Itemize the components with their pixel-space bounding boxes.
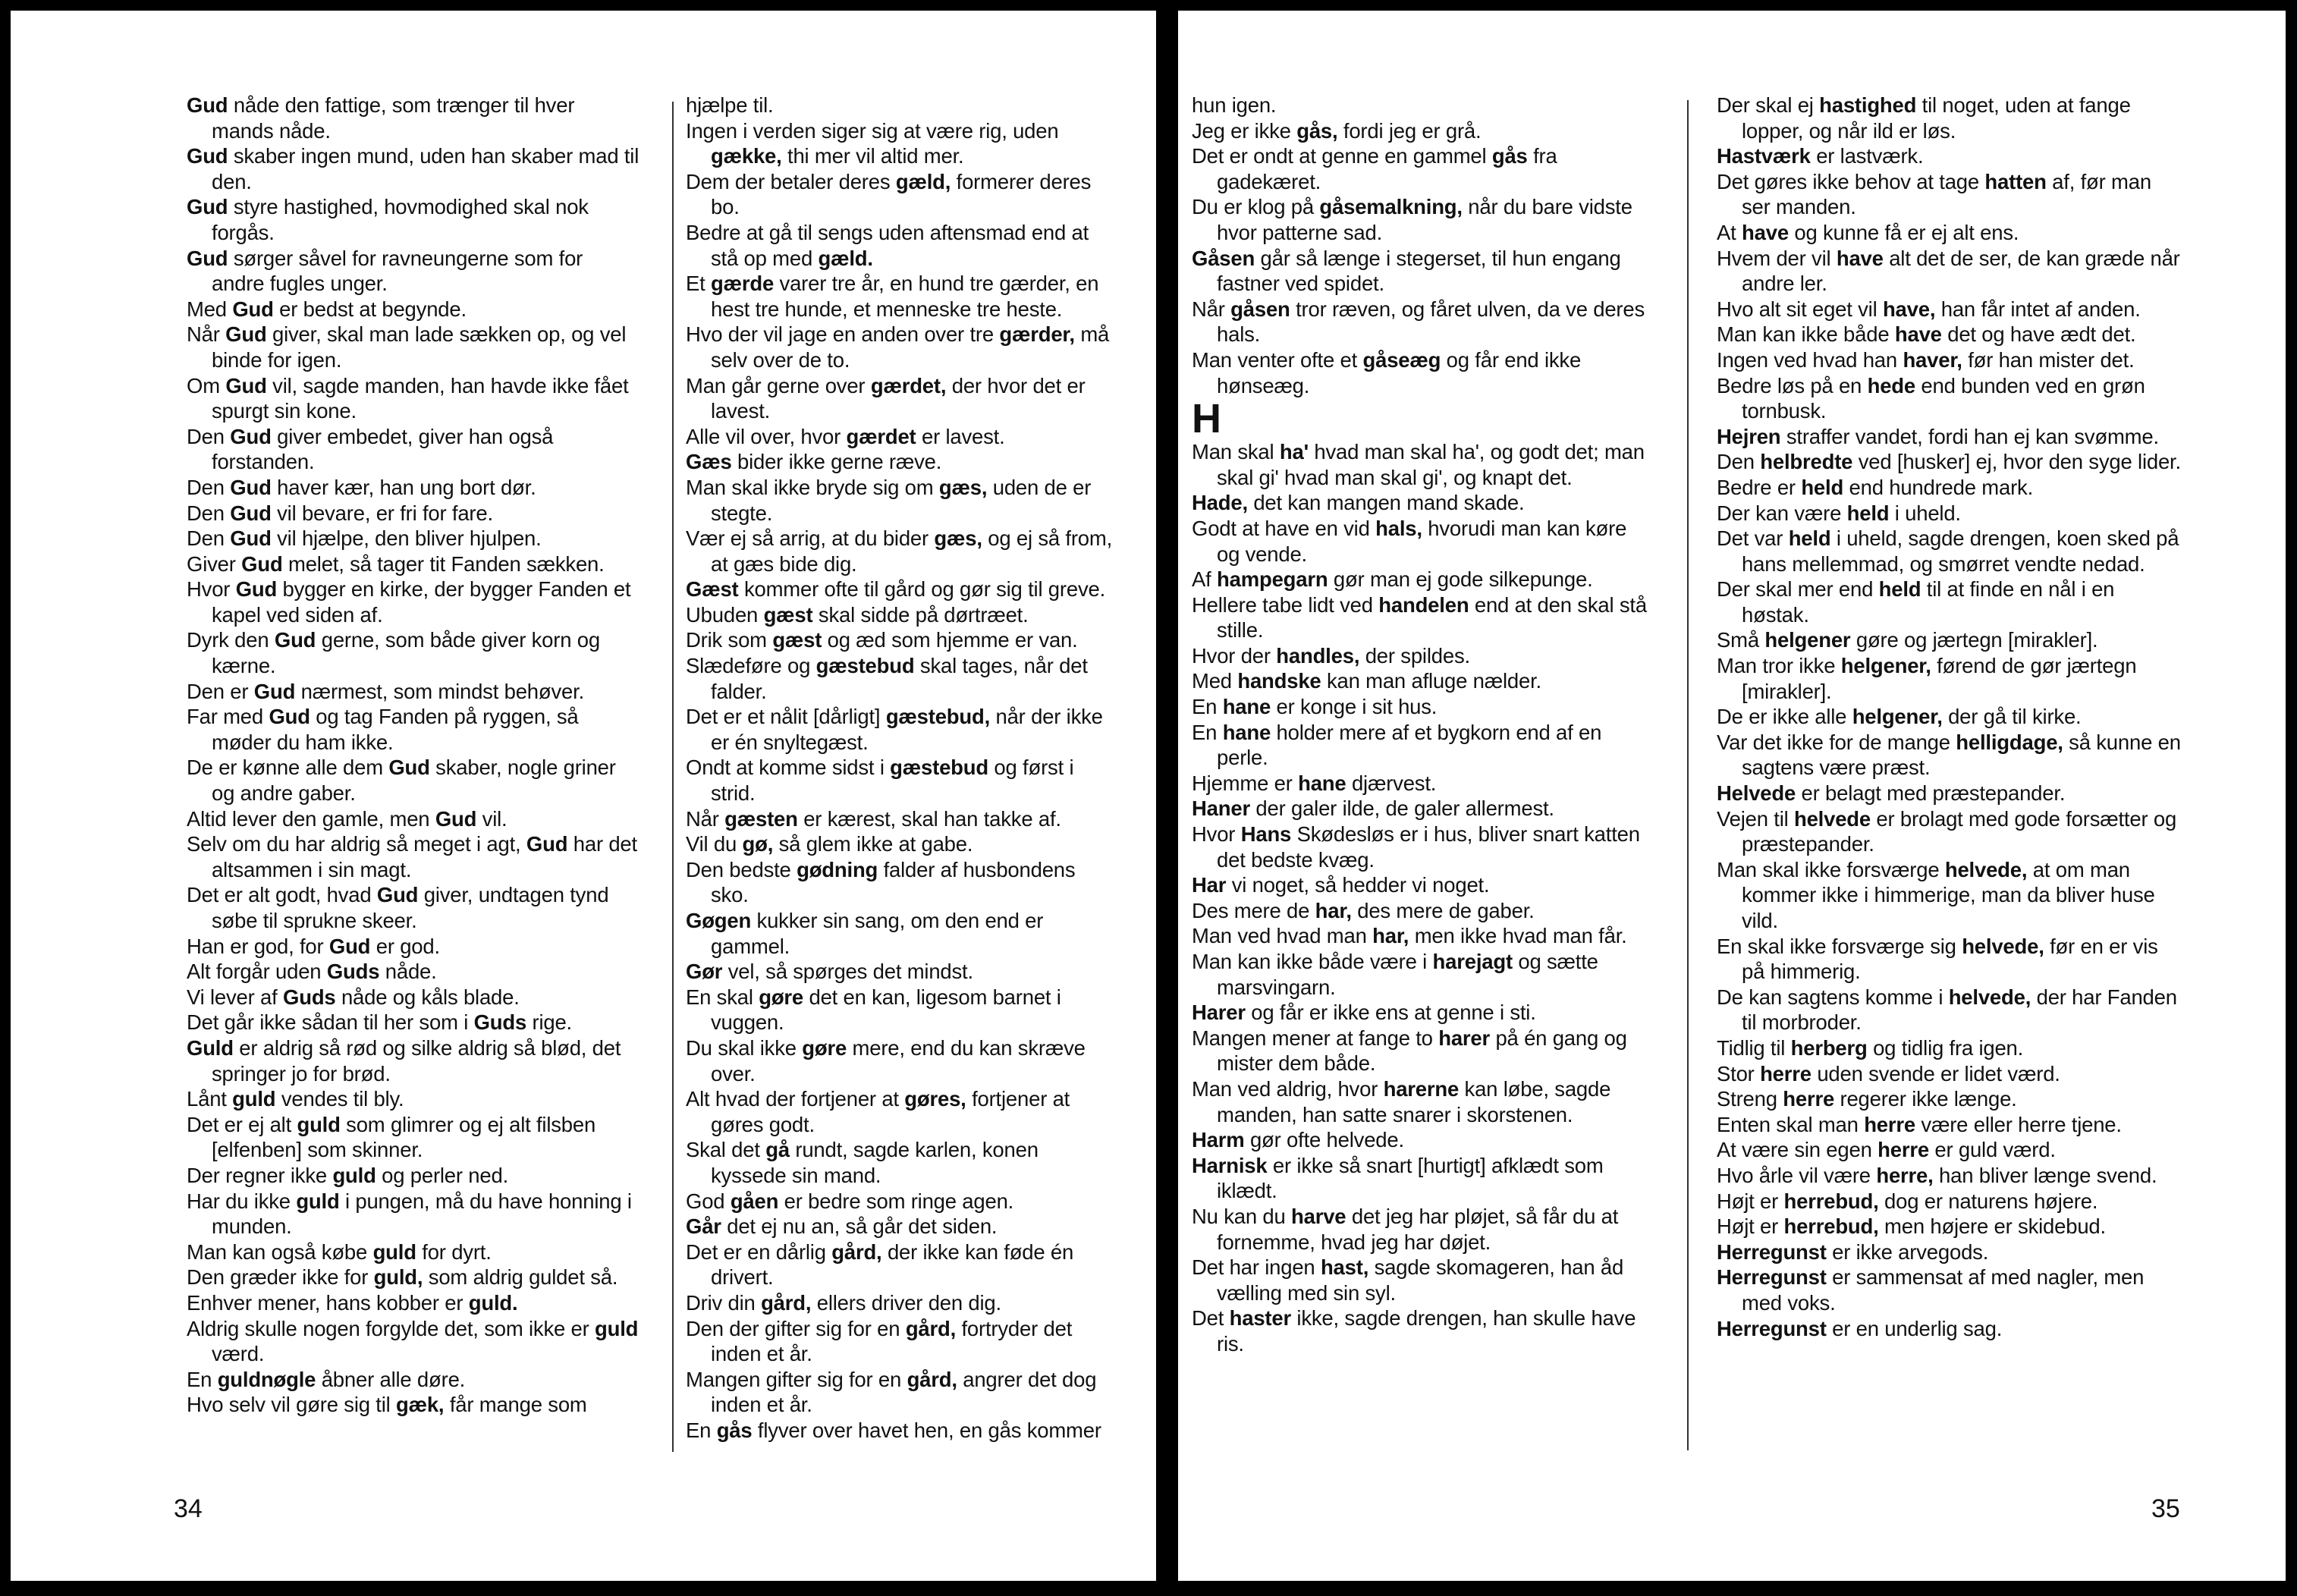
proverb-entry: Man ved hvad man har, men ikke hvad man får. bbox=[1192, 924, 1627, 948]
proverb-entry: Det haster ikke, sagde drengen, han skulle have ris. bbox=[1192, 1306, 1636, 1356]
proverb-entry: Vejen til helvede er brolagt med gode forsætter og præstepander. bbox=[1717, 806, 2177, 856]
proverb-entry: En hane er konge i sit hus. bbox=[1192, 695, 1438, 719]
proverb-entry: Du er klog på gåsemalkning, når du bare vidste hvor patterne sad. bbox=[1192, 195, 1632, 244]
proverb-entry: Harer og får er ikke ens at genne i sti. bbox=[1192, 1001, 1536, 1025]
proverb-entry: Når gæsten er kærest, skal han takke af. bbox=[686, 806, 1061, 831]
proverb-entry: Har vi noget, så hedder vi noget. bbox=[1192, 873, 1490, 897]
proverb-entry: Det var held i uheld, sagde drengen, koen sked på hans mellemmad, og smørret vendte nedad. bbox=[1717, 526, 2179, 576]
proverb-entry: Alt hvad der fortjener at gøres, fortjener at gøres godt. bbox=[686, 1087, 1070, 1136]
proverb-entry: Ingen i verden siger sig at være rig, uden gække, thi mer vil altid mer. bbox=[686, 118, 1059, 168]
proverb-entry: Mangen gifter sig for en gård, angrer det dog inden et år. bbox=[686, 1367, 1097, 1417]
proverb-entry: Det er et nålit [dårligt] gæstebud, når der ikke er én snyltegæst. bbox=[686, 705, 1103, 754]
proverb-entry: Små helgener gøre og jærtegn [mirakler]. bbox=[1717, 628, 2098, 652]
proverb-entry: Der skal mer end held til at finde en nål i en høstak. bbox=[1717, 577, 2115, 627]
proverb-entry: Guld er aldrig så rød og silke aldrig så blød, det springer jo for brød. bbox=[187, 1035, 621, 1085]
proverb-entry: Man venter ofte et gåseæg og får end ikke hønseæg. bbox=[1192, 347, 1582, 397]
column-divider bbox=[672, 102, 674, 1452]
proverb-entry: Driv din gård, ellers driver den dig. bbox=[686, 1290, 1001, 1315]
proverb-entry: Godt at have en vid hals, hvorudi man kan køre og vende. bbox=[1192, 516, 1627, 566]
right-page bbox=[1178, 11, 2286, 1581]
proverb-entry: Tidlig til herberg og tidlig fra igen. bbox=[1717, 1035, 2024, 1060]
proverb-entry: Højt er herrebud, dog er naturens højere. bbox=[1717, 1189, 2098, 1213]
proverb-entry: Det er ej alt guld som glimrer og ej alt filsben [elfenben] som skinner. bbox=[187, 1112, 596, 1162]
proverb-entry: Bedre er held end hundrede mark. bbox=[1717, 475, 2034, 499]
proverb-entry: Du skal ikke gøre mere, end du kan skræve over. bbox=[686, 1035, 1086, 1085]
proverb-entry: Skal det gå rundt, sagde karlen, konen kyssede sin mand. bbox=[686, 1138, 1039, 1187]
proverb-entry: Man ved aldrig, hvor harerne kan løbe, sagde manden, han satte snarer i skorstenen. bbox=[1192, 1076, 1611, 1126]
proverb-entry: Dyrk den Gud gerne, som både giver korn og kærne. bbox=[187, 628, 600, 678]
proverb-entry: Alle vil over, hvor gærdet er lavest. bbox=[686, 424, 1005, 448]
proverb-entry: Man går gerne over gærdet, der hvor det er lavest. bbox=[686, 373, 1086, 423]
proverb-entry: Den bedste gødning falder af husbondens sko. bbox=[686, 857, 1076, 907]
proverb-entry: Den Gud giver embedet, giver han også forstanden. bbox=[187, 424, 554, 474]
proverb-entry: hun igen. bbox=[1192, 93, 1277, 117]
proverb-entry: Gæst kommer ofte til gård og gør sig til greve. bbox=[686, 577, 1106, 602]
proverb-entry: Det er ondt at genne en gammel gås fra gadekæret. bbox=[1192, 144, 1557, 193]
proverb-entry: Den Gud vil bevare, er fri for fare. bbox=[187, 501, 493, 525]
proverb-entry: Alt forgår uden Guds nåde. bbox=[187, 960, 437, 984]
proverb-entry: Når Gud giver, skal man lade sækken op, og vel binde for igen. bbox=[187, 322, 627, 372]
proverb-entry: Altid lever den gamle, men Gud vil. bbox=[187, 806, 507, 831]
proverb-entry: Enten skal man herre være eller herre tjene. bbox=[1717, 1112, 2122, 1136]
proverb-entry: Nu kan du harve det jeg har pløjet, så får du at fornemme, hvad jeg har døjet. bbox=[1192, 1204, 1619, 1254]
proverb-entry: Den Gud vil hjælpe, den bliver hjulpen. bbox=[187, 526, 542, 551]
proverb-entry: Haner der galer ilde, de galer allermest. bbox=[1192, 796, 1554, 821]
proverb-entry: Herregunst er en underlig sag. bbox=[1717, 1316, 2003, 1340]
proverb-entry: Var det ikke for de mange helligdage, så kunne en sagtens være præst. bbox=[1717, 730, 2181, 780]
proverb-entry: Der regner ikke guld og perler ned. bbox=[187, 1163, 509, 1187]
proverb-entry: Den der gifter sig for en gård, fortryder det inden et år. bbox=[686, 1316, 1073, 1366]
proverb-entry: Gør vel, så spørges det mindst. bbox=[686, 960, 973, 984]
proverb-entry: Det er alt godt, hvad Gud giver, undtagen tynd søbe til sprukne skeer. bbox=[187, 883, 609, 932]
proverb-entry: Helvede er belagt med præstepander. bbox=[1717, 781, 2066, 806]
section-letter: H bbox=[1192, 396, 1221, 442]
proverb-entry: Mangen mener at fange to harer på én gang og mister dem både. bbox=[1192, 1026, 1627, 1076]
proverb-entry: Den helbredte ved [husker] ej, hvor den syge lider. bbox=[1717, 450, 2181, 474]
proverb-entry: Hvo der vil jage en anden over tre gærder, må selv over de to. bbox=[686, 322, 1110, 372]
proverb-entry: Går det ej nu an, så går det siden. bbox=[686, 1214, 998, 1239]
proverb-entry: Hvor Gud bygger en kirke, der bygger Fanden et kapel ved siden af. bbox=[187, 577, 631, 627]
proverb-entry: Man skal ikke bryde sig om gæs, uden de er stegte. bbox=[686, 475, 1092, 525]
page-number: 34 bbox=[174, 1494, 203, 1523]
proverb-entry: Selv om du har aldrig så meget i agt, Gud har det altsammen i sin magt. bbox=[187, 832, 637, 881]
proverb-entry: Hastværk er lastværk. bbox=[1717, 144, 1924, 168]
proverb-entry: Gåsen går så længe i stegerset, til hun engang fastner ved spidet. bbox=[1192, 246, 1621, 296]
proverb-entry: Af hampegarn gør man ej gode silkepunge. bbox=[1192, 567, 1593, 592]
proverb-entry: Man kan ikke både være i harejagt og sætte marsvingarn. bbox=[1192, 950, 1598, 999]
proverb-entry: Med handske kan man afluge nælder. bbox=[1192, 669, 1541, 693]
proverb-entry: Der skal ej hastighed til noget, uden at fange lopper, og når ild er løs. bbox=[1717, 93, 2131, 143]
proverb-entry: Man skal ha' hvad man skal ha', og godt det; man skal gi' hvad man skal gi', og knapt det. bbox=[1192, 440, 1645, 489]
proverb-entry: Streng herre regerer ikke længe. bbox=[1717, 1087, 2017, 1111]
proverb-entry: Vær ej så arrig, at du bider gæs, og ej så from, at gæs bide dig. bbox=[686, 526, 1113, 576]
proverb-entry: En gås flyver over havet hen, en gås kommer bbox=[686, 1418, 1101, 1442]
proverb-entry: Drik som gæst og æd som hjemme er van. bbox=[686, 628, 1078, 652]
proverb-entry: Gud nåde den fattige, som trænger til hver mands nåde. bbox=[187, 93, 575, 143]
proverb-entry: En skal gøre det en kan, ligesom barnet i vuggen. bbox=[686, 985, 1061, 1035]
proverb-entry: Hvem der vil have alt det de ser, de kan græde når andre ler. bbox=[1717, 246, 2180, 296]
proverb-entry: Hejren straffer vandet, fordi han ej kan svømme. bbox=[1717, 424, 2159, 448]
proverb-entry: Det gøres ikke behov at tage hatten af, før man ser manden. bbox=[1717, 169, 2151, 219]
proverb-entry: Hvo alt sit eget vil have, han får intet af anden. bbox=[1717, 297, 2141, 321]
proverb-entry: Herregunst er ikke arvegods. bbox=[1717, 1239, 1989, 1264]
proverb-entry: Har du ikke guld i pungen, må du have honning i munden. bbox=[187, 1189, 632, 1239]
proverb-entry: Det går ikke sådan til her som i Guds rige. bbox=[187, 1010, 572, 1035]
page-number: 35 bbox=[2151, 1494, 2180, 1523]
proverb-entry: Når gåsen tror ræven, og fåret ulven, da ve deres hals. bbox=[1192, 297, 1645, 347]
proverb-entry: Man tror ikke helgener, førend de gør jærtegn [mirakler]. bbox=[1717, 654, 2137, 703]
proverb-entry: Stor herre uden svende er lidet værd. bbox=[1717, 1061, 2060, 1085]
proverb-entry: Man kan også købe guld for dyrt. bbox=[187, 1239, 492, 1264]
proverb-entry: Hvor Hans Skødesløs er i hus, bliver snart katten det bedste kvæg. bbox=[1192, 822, 1640, 872]
proverb-entry: Bedre løs på en hede end bunden ved en grøn tornbusk. bbox=[1717, 373, 2145, 423]
proverb-entry: Vi lever af Guds nåde og kåls blade. bbox=[187, 985, 520, 1009]
proverb-entry: Gæs bider ikke gerne ræve. bbox=[686, 450, 942, 474]
proverb-entry: Gøgen kukker sin sang, om den end er gammel. bbox=[686, 909, 1044, 958]
proverb-entry: Gud sørger såvel for ravneungerne som for andre fugles unger. bbox=[187, 246, 583, 296]
proverb-entry: Far med Gud og tag Fanden på ryggen, så møder du ham ikke. bbox=[187, 705, 579, 754]
proverb-entry: At have og kunne få er ej alt ens. bbox=[1717, 220, 2019, 244]
entries-before-letter bbox=[1192, 93, 1647, 398]
proverb-entry: Slædeføre og gæstebud skal tages, når det falder. bbox=[686, 654, 1088, 703]
right-column-2 bbox=[1717, 93, 2181, 1341]
proverb-entry: Han er god, for Gud er god. bbox=[187, 934, 440, 958]
proverb-entry: Man skal ikke forsværge helvede, at om man kommer ikke i himmerige, man da bliver huse vild. bbox=[1717, 857, 2155, 932]
proverb-entry: Det er en dårlig gård, der ikke kan føde én drivert. bbox=[686, 1239, 1074, 1290]
proverb-entry: Ondt at komme sidst i gæstebud og først i strid. bbox=[686, 756, 1074, 806]
proverb-entry: De er kønne alle dem Gud skaber, nogle griner og andre gaber. bbox=[187, 756, 616, 806]
proverb-entry: En guldnøgle åbner alle døre. bbox=[187, 1367, 466, 1391]
proverb-entry: Hvor der handles, der spildes. bbox=[1192, 643, 1470, 668]
proverb-entry: Ubuden gæst skal sidde på dørtræet. bbox=[686, 602, 1029, 627]
proverb-entry: Den Gud haver kær, han ung bort dør. bbox=[187, 475, 536, 499]
proverb-entry: Harnisk er ikke så snart [hurtigt] afklædt som iklædt. bbox=[1192, 1153, 1604, 1203]
proverb-entry: Dem der betaler deres gæld, formerer deres bo. bbox=[686, 169, 1092, 219]
proverb-entry: Den græder ikke for guld, som aldrig guldet så. bbox=[187, 1265, 618, 1290]
proverb-entry: Ingen ved hvad han haver, før han mister det. bbox=[1717, 347, 2135, 372]
proverb-entry: Gud skaber ingen mund, uden han skaber mad til den. bbox=[187, 144, 639, 193]
proverb-entry: De kan sagtens komme i helvede, der har Fanden til morbroder. bbox=[1717, 985, 2177, 1035]
left-column-2 bbox=[686, 93, 1117, 1443]
proverb-entry: Med Gud er bedst at begynde. bbox=[187, 297, 467, 321]
proverb-entry: hjælpe til. bbox=[686, 93, 774, 117]
proverb-entry: En skal ikke forsværge sig helvede, før en er vis på himmerig. bbox=[1717, 934, 2158, 984]
proverb-entry: Bedre at gå til sengs uden aftensmad end at stå op med gæld. bbox=[686, 220, 1089, 270]
proverb-entry: Des mere de har, des mere de gaber. bbox=[1192, 898, 1535, 922]
column-divider bbox=[1687, 100, 1689, 1450]
proverb-entry: Herregunst er sammensat af med nagler, men med voks. bbox=[1717, 1265, 2145, 1315]
proverb-entry: Hade, det kan mangen mand skade. bbox=[1192, 491, 1525, 515]
proverb-entry: Gud styre hastighed, hovmodighed skal nok forgås. bbox=[187, 195, 589, 244]
proverb-entry: God gåen er bedre som ringe agen. bbox=[686, 1189, 1014, 1213]
proverb-entry: Jeg er ikke gås, fordi jeg er grå. bbox=[1192, 118, 1482, 143]
proverb-entry: Aldrig skulle nogen forgylde det, som ikke er guld værd. bbox=[187, 1316, 639, 1366]
proverb-entry: Den er Gud nærmest, som mindst behøver. bbox=[187, 679, 585, 703]
proverb-entry: Hellere tabe lidt ved handelen end at den skal stå stille. bbox=[1192, 592, 1647, 642]
proverb-entry: Et gærde varer tre år, en hund tre gærder, en hest tre hunde, et menneske tre heste. bbox=[686, 272, 1099, 321]
proverb-entry: Man kan ikke både have det og have ædt det. bbox=[1717, 322, 2136, 347]
proverb-entry: Højt er herrebud, men højere er skidebud. bbox=[1717, 1214, 2106, 1239]
proverb-entry: Giver Gud melet, så tager tit Fanden sækken. bbox=[187, 551, 605, 576]
left-column-1 bbox=[187, 93, 640, 1418]
proverb-entry: At være sin egen herre er guld værd. bbox=[1717, 1138, 2056, 1162]
proverb-entry: Harm gør ofte helvede. bbox=[1192, 1128, 1404, 1152]
proverb-entry: Lånt guld vendes til bly. bbox=[187, 1087, 404, 1111]
proverb-entry: Der kan være held i uheld. bbox=[1717, 501, 1961, 525]
proverb-entry: Det har ingen hast, sagde skomageren, han åd vælling med sin syl. bbox=[1192, 1255, 1624, 1305]
proverb-entry: Hjemme er hane djærvest. bbox=[1192, 771, 1437, 795]
proverb-entry: En hane holder mere af et bygkorn end af en perle. bbox=[1192, 720, 1602, 770]
entries-after-letter bbox=[1192, 439, 1647, 1356]
proverb-entry: Hvo årle vil være herre, han bliver længe svend. bbox=[1717, 1163, 2157, 1187]
left-page bbox=[11, 11, 1156, 1581]
right-column-1 bbox=[1192, 93, 1647, 1357]
proverb-entry: Om Gud vil, sagde manden, han havde ikke fået spurgt sin kone. bbox=[187, 373, 629, 423]
proverb-entry: Enhver mener, hans kobber er guld. bbox=[187, 1290, 518, 1315]
proverb-entry: Vil du gø, så glem ikke at gabe. bbox=[686, 832, 973, 856]
proverb-entry: Hvo selv vil gøre sig til gæk, får mange som bbox=[187, 1393, 587, 1417]
proverb-entry: De er ikke alle helgener, der gå til kirke. bbox=[1717, 705, 2082, 729]
